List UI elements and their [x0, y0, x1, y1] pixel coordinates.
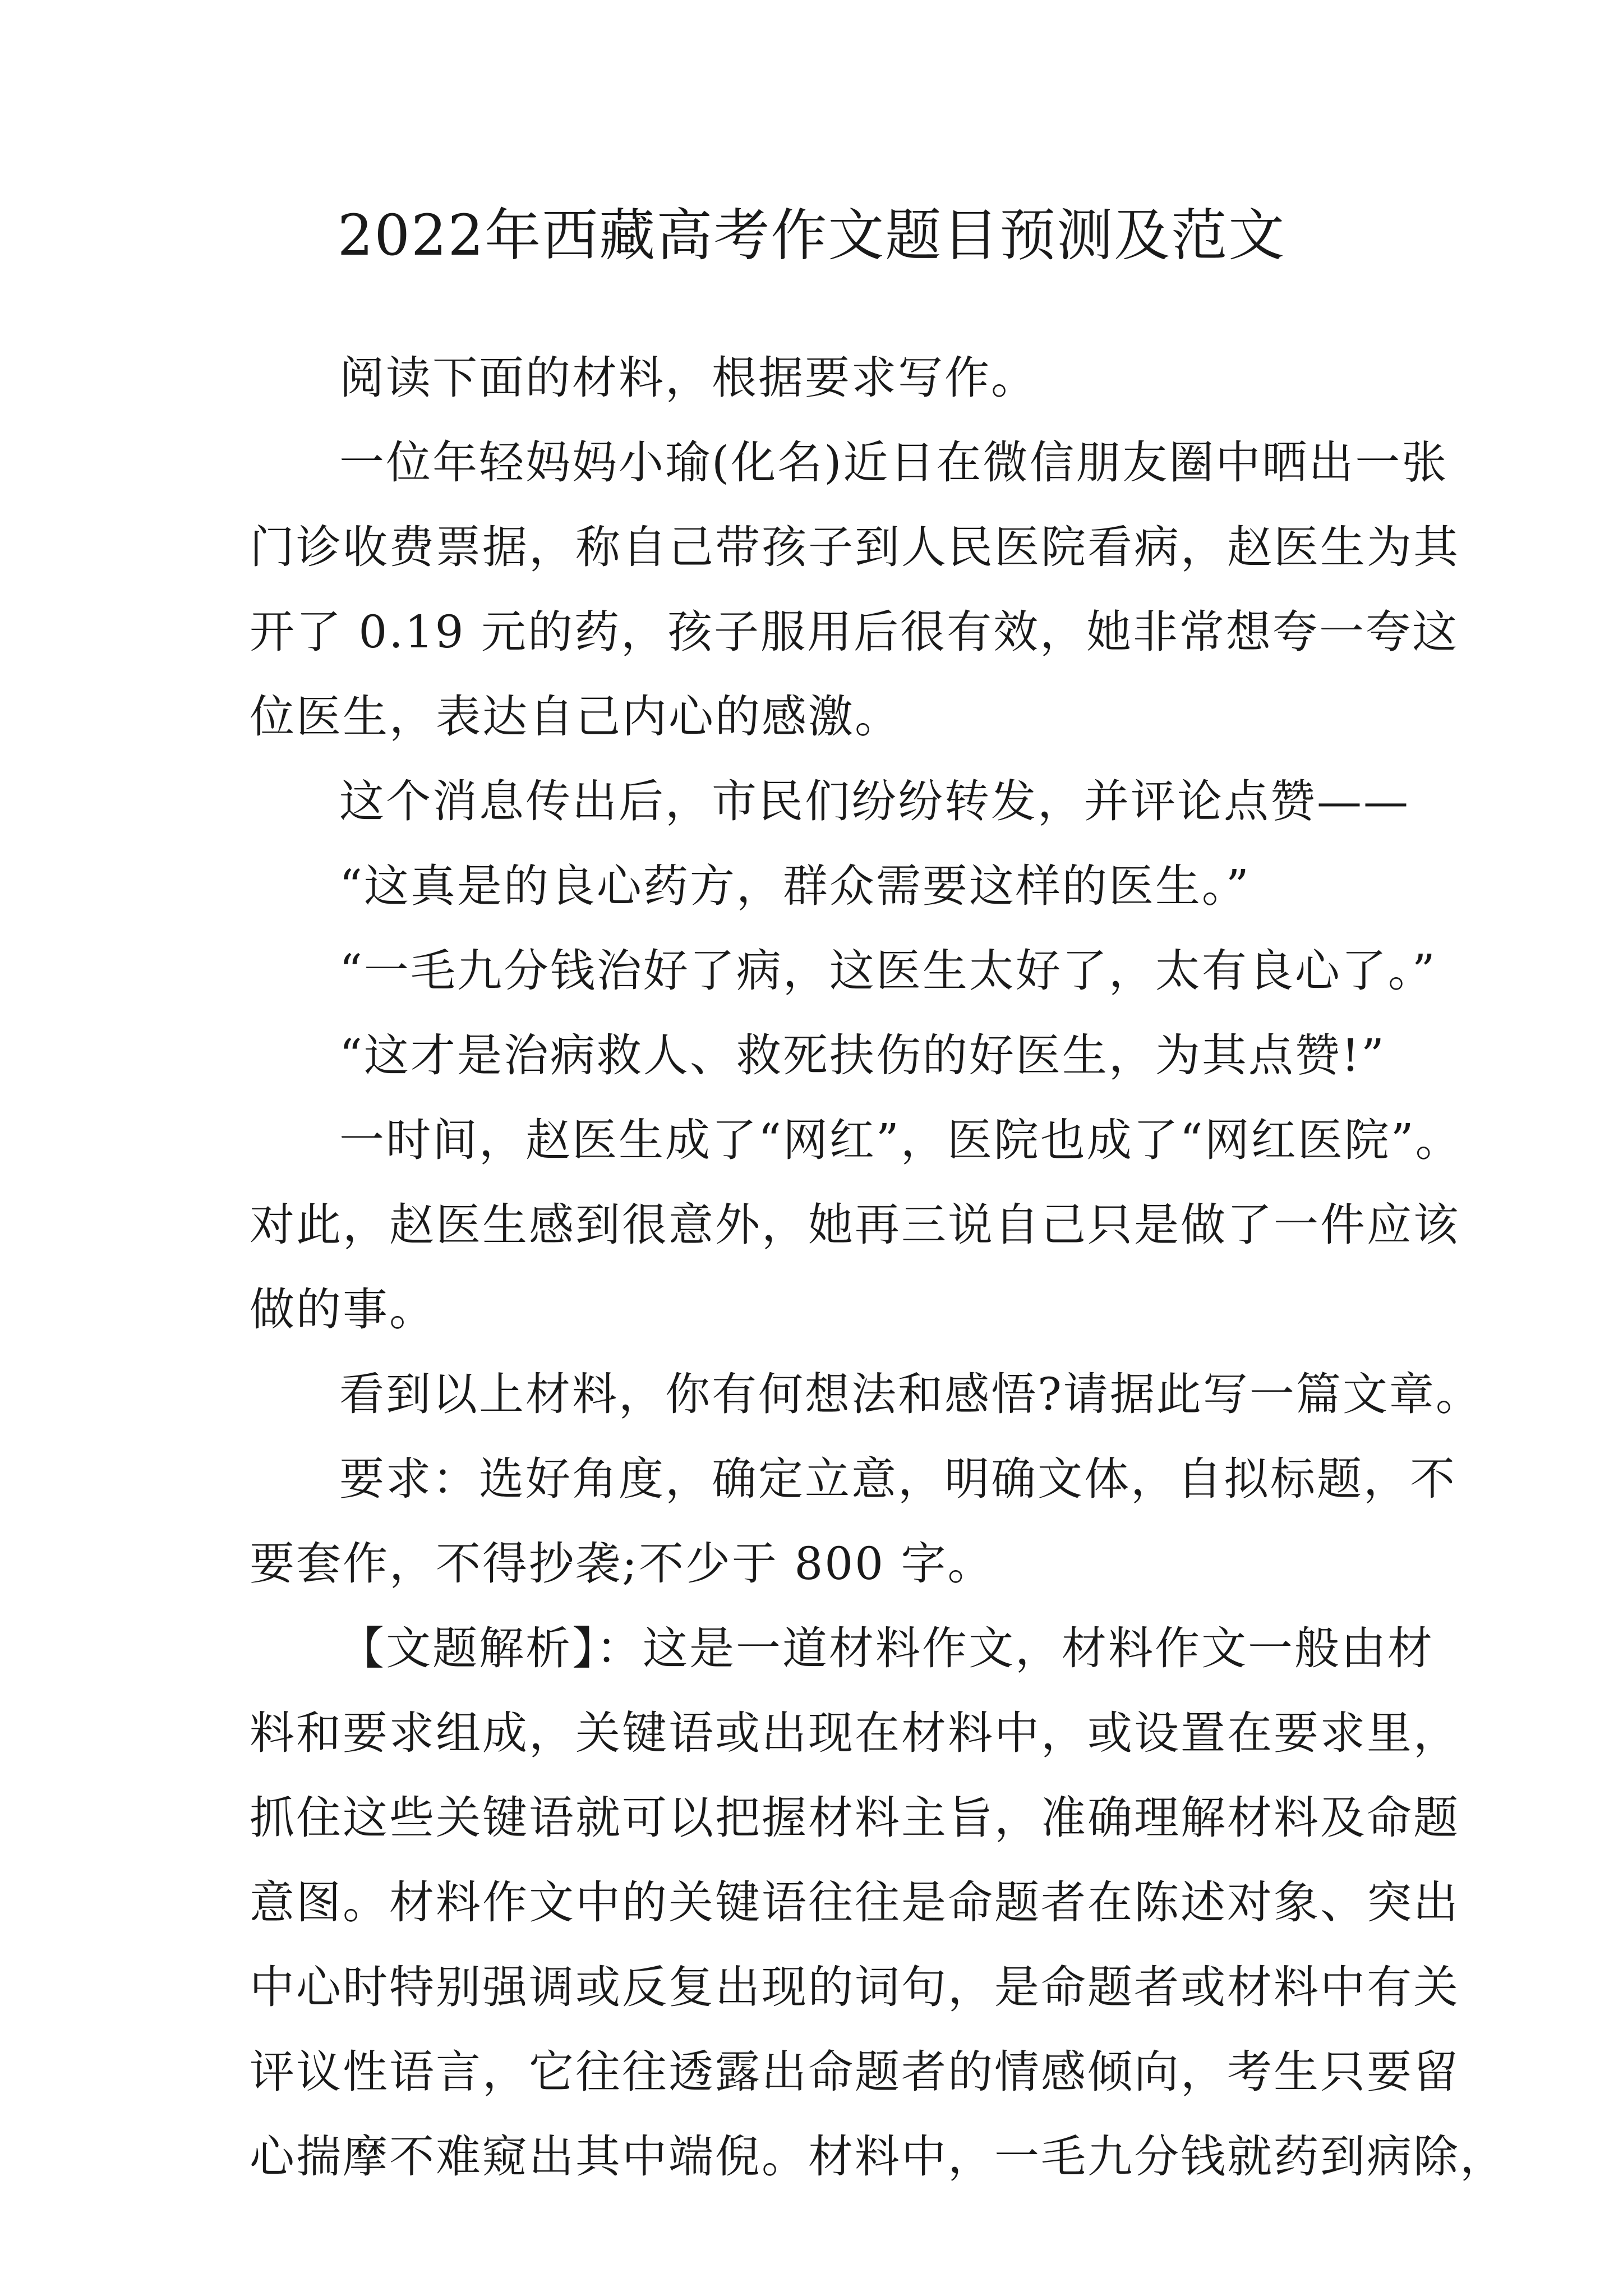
document-body [250, 335, 1506, 2199]
text-line: 意图。材料作文中的关键语往往是命题者在陈述对象、突出 [250, 1876, 1460, 1929]
text-line: 评议性语言，它往往透露出命题者的情感倾向，考生只要留 [250, 2046, 1460, 2098]
text-line: 料和要求组成，关键语或出现在材料中，或设置在要求里， [250, 1707, 1460, 1759]
text-line: 看到以上材料，你有何想法和感悟?请据此写一篇文章。 [339, 1368, 1482, 1420]
text-line: 一时间，赵医生成了“网红”，医院也成了“网红医院”。 [339, 1114, 1462, 1166]
text-line: 这个消息传出后，市民们纷纷转发，并评论点赞—— [339, 775, 1410, 827]
text-line: 要套作，不得抄袭;不少于 800 字。 [250, 1538, 994, 1590]
document-title: 2022年西藏高考作文题目预测及范文 [337, 203, 1286, 268]
text-line: “这真是的良心药方，群众需要这样的医生。” [339, 860, 1251, 912]
text-line: 中心时特别强调或反复出现的词句，是命题者或材料中有关 [250, 1961, 1460, 2013]
text-line: 阅读下面的材料，根据要求写作。 [339, 352, 1038, 404]
text-line: “一毛九分钱治好了病，这医生太好了，太有良心了。” [339, 945, 1437, 997]
text-line: 做的事。 [250, 1283, 436, 1336]
text-line: 抓住这些关键语就可以把握材料主旨，准确理解材料及命题 [250, 1792, 1460, 1844]
text-line: 位医生，表达自己内心的感激。 [250, 691, 901, 743]
text-line: 心揣摩不难窥出其中端倪。材料中，一毛九分钱就药到病除， [250, 2131, 1506, 2183]
text-line: 门诊收费票据，称自己带孩子到人民医院看病，赵医生为其 [250, 521, 1460, 573]
text-line: 对此，赵医生感到很意外，她再三说自己只是做了一件应该 [250, 1199, 1460, 1251]
text-line: 开了 0.19 元的药，孩子服用后很有效，她非常想夸一夸这 [250, 606, 1459, 658]
text-line: 要求：选好角度，确定立意，明确文体，自拟标题，不 [339, 1453, 1456, 1505]
text-line: 【文题解析】：这是一道材料作文，材料作文一般由材 [339, 1622, 1434, 1674]
text-line: “这才是治病救人、救死扶伤的好医生，为其点赞!” [339, 1029, 1386, 1082]
text-line: 一位年轻妈妈小瑜(化名)近日在微信朋友圈中晒出一张 [339, 436, 1449, 489]
